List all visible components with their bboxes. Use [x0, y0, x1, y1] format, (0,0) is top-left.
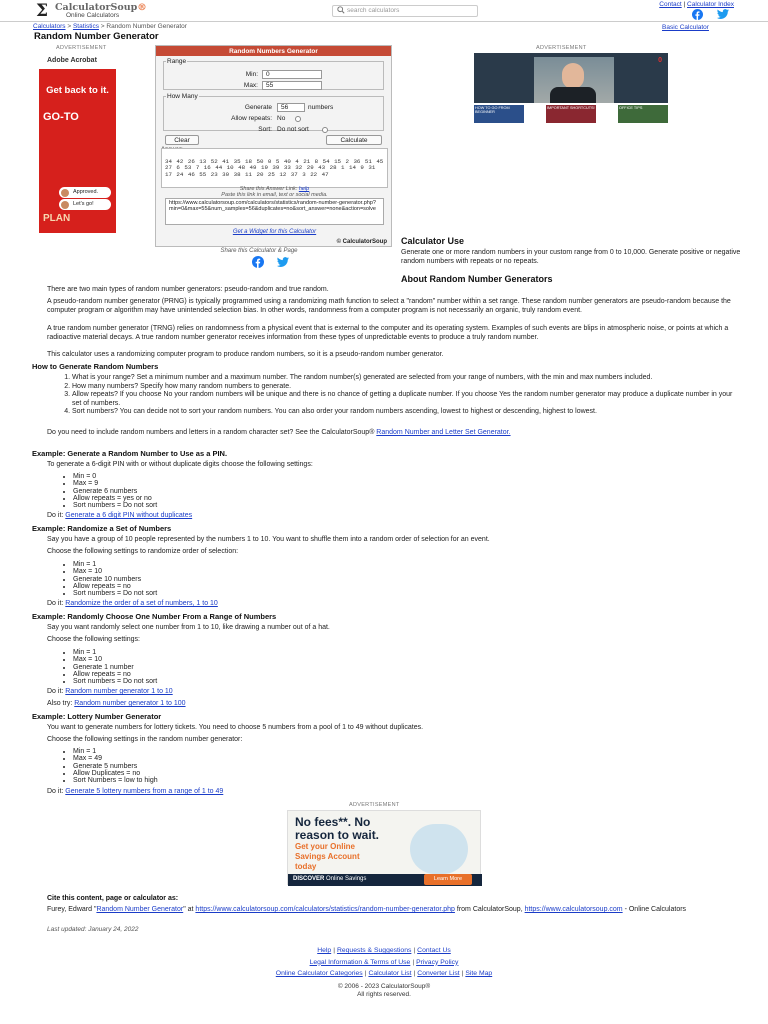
basic-calculator-link[interactable]: Basic Calculator — [662, 24, 709, 31]
page-title: Random Number Generator — [34, 31, 159, 42]
howto-heading: How to Generate Random Numbers — [32, 362, 159, 371]
search-icon[interactable] — [337, 6, 345, 14]
numbers-suffix: numbers — [308, 104, 334, 111]
setting-item: • Allow Duplicates = no — [73, 770, 158, 777]
footer-privacy-link[interactable]: Privacy Policy — [416, 958, 459, 966]
setting-item: • Max = 9 — [73, 480, 157, 487]
randomize-set-link[interactable]: Randomize the order of a set of numbers, 1 to 10 — [65, 600, 218, 607]
ad-right-rec: 0 — [658, 57, 662, 64]
sort-select[interactable]: Do not sort — [277, 126, 309, 133]
howto-step: 1. What is your range? Set a minimum number and a maximum number. The random number(s) generated are selected from your range of numbers, with the min and max numbers included. — [72, 374, 738, 383]
howto-step: 4. Sort numbers? You can decide not to sort your random numbers. You can also order your random numbers ascending, lowest to highest or descending, highest to lowest. — [72, 408, 738, 417]
footer-contact-link[interactable]: Contact Us — [417, 947, 451, 954]
footer-converter-list-link[interactable]: Converter List — [417, 970, 460, 978]
example-heading: Example: Randomly Choose One Number From a Range of Numbers — [32, 612, 277, 621]
repeats-label: Allow repeats: — [231, 115, 272, 122]
ad-bottom[interactable] — [287, 810, 481, 885]
example-text: To generate a 6-digit PIN with or without duplicate digits choose the following settings: — [47, 461, 313, 468]
logo-sigma-icon[interactable]: Σ — [36, 1, 49, 21]
example-settings — [58, 473, 157, 509]
setting-item: • Min = 1 — [73, 649, 157, 656]
example-settings — [58, 748, 158, 784]
howto-step: 3. Allow repeats? If you choose No your random numbers will be unique and there is no chance of getting a duplicate number. If you choose Yes the random number generator may produce a duplicate number in your set of numbers. — [72, 391, 738, 408]
breadcrumb-current: Random Number Generator — [106, 23, 187, 30]
breadcrumb-calculators[interactable]: Calculators — [33, 23, 66, 30]
min-input[interactable]: 0 — [262, 70, 322, 79]
cite-home-link[interactable]: https://www.calculatorsoup.com — [524, 906, 623, 913]
example-text: You want to generate numbers for lottery tickets. You need to choose 5 numbers from a pool of 1 to 49 without duplicates. — [47, 724, 424, 731]
how-many-fieldset — [163, 93, 384, 131]
example-text: Say you want randomly select one number from 1 to 10, like drawing a number out of a hat. — [47, 624, 330, 631]
generate-input[interactable]: 56 — [277, 103, 305, 112]
setting-item: • Generate 10 numbers — [73, 576, 157, 583]
setting-item: • Max = 10 — [73, 568, 157, 575]
example-heading: Example: Randomize a Set of Numbers — [32, 524, 172, 533]
calculator-footer-brand: © CalculatorSoup — [336, 239, 387, 245]
setting-item: • Min = 1 — [73, 561, 157, 568]
breadcrumb-statistics[interactable]: Statistics — [72, 23, 99, 30]
footer-help-link[interactable]: Help — [317, 947, 332, 954]
rights-line: All rights reserved. — [357, 990, 411, 998]
cite-text: Furey, Edward "Random Number Generator" at https://www.calculatorsoup.com/calculators/statistics/random-number-generator.php from CalculatorSoup, https://www.calculatorsoup.com - Online Calculators — [47, 906, 687, 913]
lottery-link[interactable]: Generate 5 lottery numbers from a range of 1 to 49 — [65, 788, 224, 795]
pin-generator-link[interactable]: Generate a 6 digit PIN without duplicates — [65, 512, 193, 519]
widget-link-wrap — [156, 229, 393, 235]
copyright-line: © 2006 - 2023 CalculatorSoup® — [337, 983, 431, 990]
setting-item: • Max = 49 — [73, 755, 158, 762]
about-p2: A pseudo-random number generator (PRNG) is typically programmed using a randomizing math function to select a "random" number within a set range. These random number generators are pseudo-random because the computer program or algorithm may have unintended selection bias. In other words, randomness from a computer program is not necessarily an organic, truly random event. — [47, 298, 731, 314]
setting-item: • Max = 10 — [73, 656, 157, 663]
ad-left-brand: Adobe Acrobat — [39, 53, 116, 69]
ad-learn-more-button[interactable]: Learn More — [424, 874, 472, 885]
sort-label: Sort: — [258, 126, 272, 133]
ad-label: ADVERTISEMENT — [536, 45, 587, 51]
logo-reg: ® — [137, 2, 147, 13]
setting-item: • Generate 5 numbers — [73, 763, 158, 770]
setting-item: • Sort Numbers = low to high — [73, 777, 158, 784]
help-link[interactable]: help — [298, 186, 310, 192]
ad-left-chip: Let's go! — [59, 199, 111, 210]
example-text2: Choose the following settings: — [47, 636, 140, 643]
min-label: Min: — [245, 71, 258, 78]
ad-left-goto: GO-TO — [43, 111, 79, 123]
copyright — [0, 983, 768, 999]
last-updated: Last updated: January 24, 2022 — [47, 926, 139, 933]
calculator-use-text: Generate one or more random numbers in your custom range from 0 to 10,000. Generate positive or negative random numbers with repeats or no repeats. — [401, 249, 741, 265]
paste-instructions: Paste this link in email, text or social media. — [221, 192, 328, 198]
ad-label: ADVERTISEMENT — [56, 45, 107, 51]
search-input[interactable]: search calculators — [332, 5, 478, 17]
setting-item: • Min = 1 — [73, 748, 158, 755]
example-heading: Example: Lottery Number Generator — [32, 712, 162, 721]
about-p3: A true random number generator (TRNG) relies on randomness from a physical event that is external to the computer and its operating system. Examples of such events are blips in atmospheric noise, or points at which a radioactive material decays. A true random number generator receives information from these types of unpredictable events to produce a truly random number. — [47, 325, 729, 341]
generate-label: Generate — [244, 104, 272, 111]
clear-button[interactable]: Clear — [165, 135, 199, 145]
ad-thumb[interactable]: OFFICE TIPS — [618, 105, 668, 123]
ad-left-chip: Approved. — [59, 187, 111, 198]
calculator-title: Random Numbers Generator — [156, 46, 391, 56]
example-settings — [58, 561, 157, 597]
setting-item: • Generate 6 numbers — [73, 488, 157, 495]
ad-bottom-sub: Get your Online Savings Account today — [295, 842, 360, 871]
share-answer-line: Share this Answer Link: help — [239, 186, 310, 192]
ad-left-plan: PLAN — [43, 213, 71, 224]
cite-heading: Cite this content, page or calculator as: — [47, 895, 179, 902]
ad-left[interactable] — [39, 53, 116, 277]
ad-thumb[interactable]: IMPORTANT SHORTCUTS! — [546, 105, 596, 123]
repeats-chevron-icon[interactable] — [295, 116, 301, 122]
setting-item: • Min = 0 — [73, 473, 157, 480]
setting-item: • Allow repeats = no — [73, 583, 157, 590]
calculate-button[interactable]: Calculate — [326, 135, 382, 145]
facebook-icon[interactable] — [692, 9, 703, 20]
share-url-field[interactable]: https://www.calculatorsoup.com/calculators/statistics/random-number-generator.php?min=0&max=55&num_samples=56&duplicates=no&sort_answer=none&action=solve — [165, 198, 384, 225]
answer-output: 34 42 26 13 52 41 35 18 50 0 5 40 4 21 8 54 15 2 36 51 45 27 6 53 7 16 44 10 48 49 19 39 33 32 29 43 28 1 14 9 31 17 24 46 55 23 30 38 11 20 25 12 37 3 22 47 — [161, 148, 388, 188]
calculator-index-link[interactable]: Calculator Index — [687, 1, 734, 8]
about-heading: About Random Number Generators — [401, 274, 553, 284]
calculator-use-heading: Calculator Use — [401, 236, 465, 246]
footer-legal-link[interactable]: Legal Information & Terms of Use — [309, 958, 411, 966]
howto-step: 2. How many numbers? Specify how many random numbers to generate. — [72, 383, 738, 392]
max-input[interactable]: 55 — [262, 81, 322, 90]
get-widget-link[interactable]: Get a Widget for this Calculator — [232, 229, 317, 235]
rng-1-100-link[interactable]: Random number generator 1 to 100 — [74, 700, 186, 707]
example-text2: Choose the following settings to randomize order of selection: — [47, 548, 239, 555]
ad-left-logo: Adobe — [97, 271, 112, 277]
header-sep: | — [683, 1, 686, 8]
logo-name: CalculatorSoup — [55, 2, 138, 13]
example-doit: Do it: Generate a 6 digit PIN without duplicates — [47, 512, 193, 519]
twitter-icon[interactable] — [716, 9, 730, 20]
calculator-panel — [155, 45, 392, 247]
range-legend: Range — [167, 58, 187, 65]
footer-categories-link[interactable]: Online Calculator Categories — [275, 970, 363, 978]
footer-sitemap-link[interactable]: Site Map — [465, 970, 493, 978]
logo-subtitle: Online Calculators — [66, 12, 120, 19]
max-label: Max: — [243, 82, 258, 89]
letter-set-generator-link[interactable]: Random Number and Letter Set Generator. — [376, 429, 511, 436]
range-fieldset — [163, 58, 384, 90]
example-also: Also try: Random number generator 1 to 100 — [47, 700, 186, 707]
example-text: Say you have a group of 10 people represented by the numbers 1 to 10. You want to shuffle them into a random order of selection for an event. — [47, 536, 490, 543]
facebook-share-icon[interactable] — [252, 256, 264, 268]
contact-link[interactable]: Contact — [659, 1, 682, 8]
site-footer: Help | Requests & Suggestions | Contact Us Legal Information & Terms of Use | Privacy Policy Online Calculator Categories | Calculator List | Converter List | Site Map — [275, 947, 493, 978]
breadcrumb-sep: > — [100, 23, 105, 30]
about-p1: There are two main types of random number generators: pseudo-random and true random. — [47, 286, 329, 293]
example-settings — [58, 649, 157, 685]
ad-bottom-headline: No fees**. No reason to wait. — [295, 815, 380, 842]
ad-label: ADVERTISEMENT — [349, 802, 400, 808]
footer-calc-list-link[interactable]: Calculator List — [368, 970, 412, 978]
setting-item: • Sort numbers = Do not sort — [73, 502, 157, 509]
cite-title-link[interactable]: Random Number Generator — [96, 906, 184, 913]
howto-steps — [58, 374, 738, 417]
rng-1-10-link[interactable]: Random number generator 1 to 10 — [65, 688, 173, 695]
cite-url-link[interactable]: https://www.calculatorsoup.com/calculators/statistics/random-number-generator.php — [195, 906, 455, 913]
about-p4: This calculator uses a randomizing computer program to produce random numbers, so it is a pseudo-random number generator. — [47, 351, 444, 358]
header-links — [659, 1, 734, 8]
letters-note: Do you need to include random numbers and letters in a random character set? See the CalculatorSoup® Random Number and Letter Set Generator. — [47, 429, 511, 436]
sort-chevron-icon[interactable] — [322, 127, 328, 133]
setting-item: • Generate 1 number — [73, 664, 157, 671]
ad-left-headline: Get back to it. — [46, 85, 109, 96]
ad-thumb[interactable]: HOW TO GO FROM BEGINNER — [474, 105, 524, 123]
twitter-share-icon[interactable] — [276, 257, 290, 268]
example-text2: Choose the following settings in the random number generator: — [47, 736, 243, 743]
how-many-legend: How Many — [167, 93, 198, 100]
share-calculator-text: Share this Calculator & Page — [220, 248, 298, 254]
setting-item: • Sort numbers = Do not sort — [73, 678, 157, 685]
example-doit: Do it: Generate 5 lottery numbers from a range of 1 to 49 — [47, 788, 224, 795]
ad-bottom-brand: DISCOVER Online Savings — [293, 876, 367, 882]
breadcrumb-sep: > — [67, 23, 72, 30]
setting-item: • Sort numbers = Do not sort — [73, 590, 157, 597]
footer-requests-link[interactable]: Requests & Suggestions — [336, 947, 412, 954]
setting-item: • Allow repeats = no — [73, 671, 157, 678]
ad-right-video[interactable] — [474, 53, 668, 103]
repeats-select[interactable]: No — [277, 115, 286, 122]
example-heading: Example: Generate a Random Number to Use as a PIN. — [32, 449, 228, 458]
example-doit: Do it: Randomize the order of a set of numbers, 1 to 10 — [47, 600, 218, 607]
setting-item: • Allow repeats = yes or no — [73, 495, 157, 502]
example-doit: Do it: Random number generator 1 to 10 — [47, 688, 173, 695]
breadcrumb — [33, 23, 187, 30]
